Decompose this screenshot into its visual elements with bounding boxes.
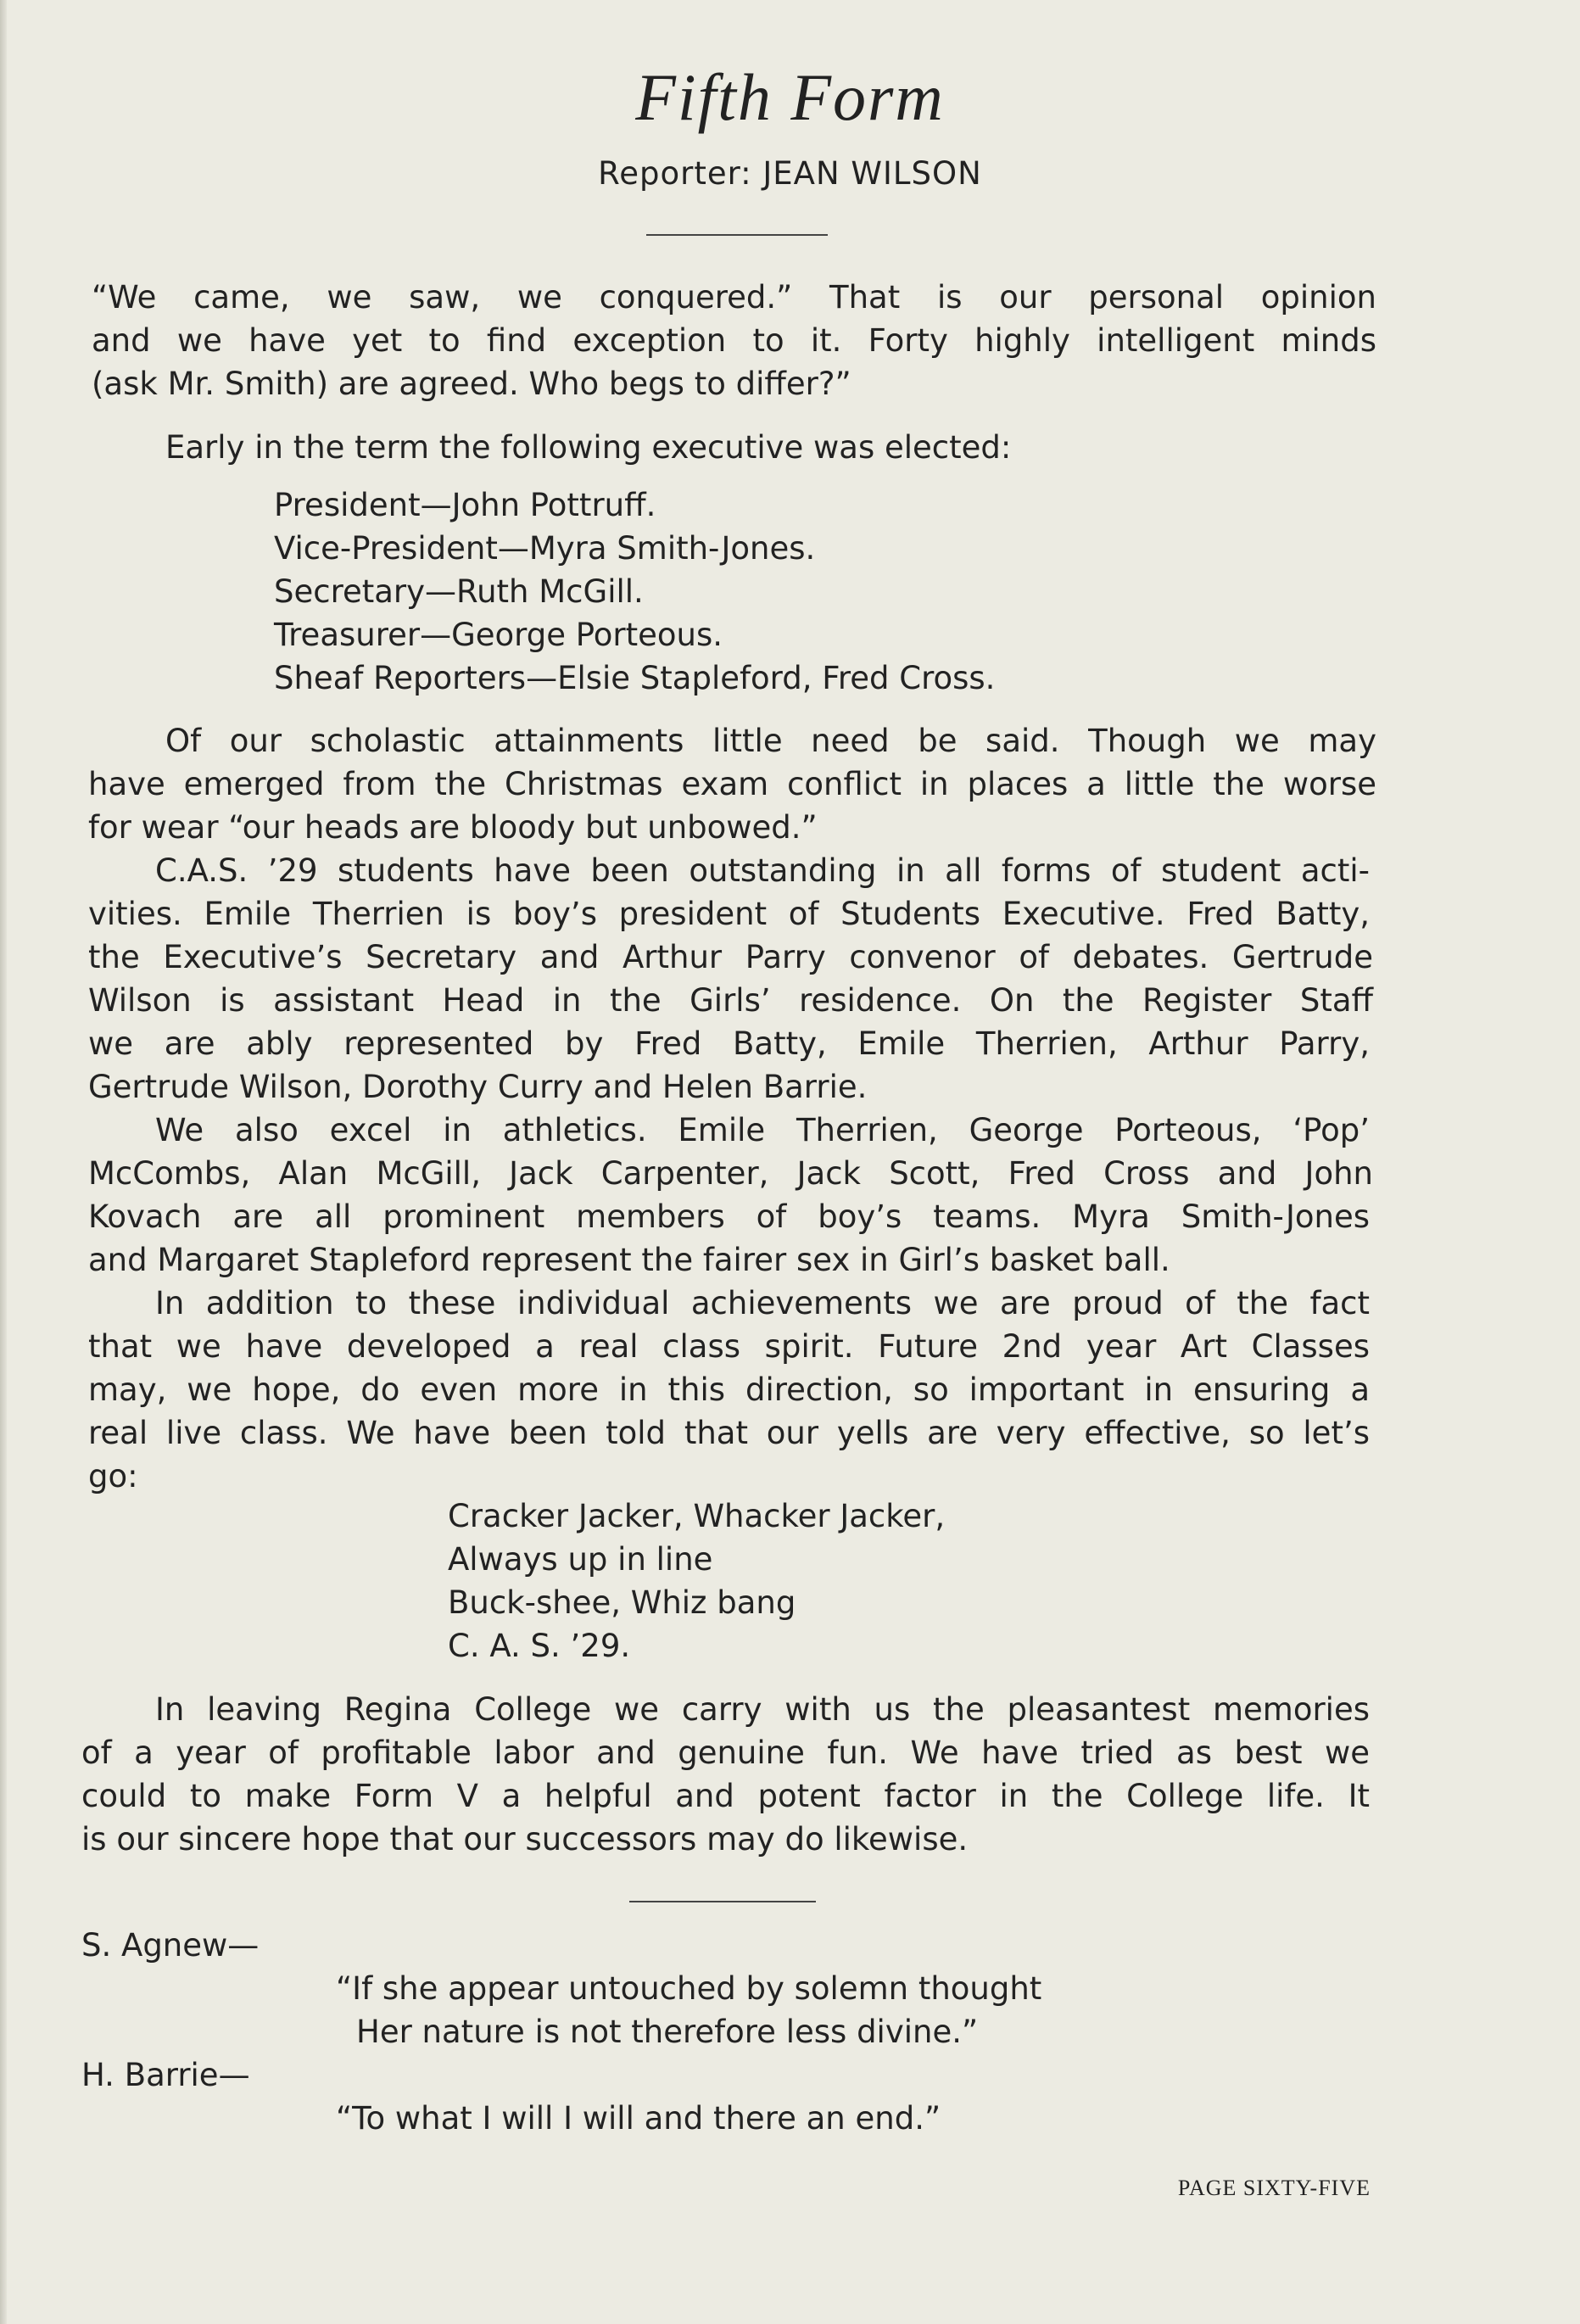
closing-line: is our sincere hope that our successors may do likewise. <box>81 1821 969 1858</box>
body-line: Gertrude Wilson, Dorothy Curry and Helen Barrie. <box>88 1069 868 1105</box>
body-line: Wilson is assistant Head in the Girls’ residence. On the Register Staff <box>88 982 1373 1019</box>
quote-line: “If she appear untouched by solemn thought <box>336 1970 1042 2007</box>
closing-line: of a year of profitable labor and genuine fun. We have tried as best we <box>81 1735 1370 1771</box>
executive-item: President—John Pottruff. <box>274 487 656 523</box>
body-line: real live class. We have been told that our yells are very effective, so let’s <box>88 1415 1370 1451</box>
executive-item: Sheaf Reporters—Elsie Stapleford, Fred Cross. <box>274 660 996 696</box>
executive-item: Vice-President—Myra Smith-Jones. <box>274 530 816 567</box>
quote-line: Her nature is not therefore less divine.” <box>356 2014 979 2050</box>
body-line: and Margaret Stapleford represent the fairer sex in Girl’s basket ball. <box>88 1242 1170 1278</box>
divider-top <box>646 234 828 236</box>
body-line: go: <box>88 1458 138 1494</box>
executive-item: Treasurer—George Porteous. <box>274 617 723 653</box>
intro-line: and we have yet to find exception to it. Forty highly intelligent minds <box>92 322 1376 359</box>
closing-line: could to make Form V a helpful and potent factor in the College life. It <box>81 1778 1370 1814</box>
body-line: that we have developed a real class spirit. Future 2nd year Art Classes <box>88 1328 1370 1365</box>
body-line: may, we hope, do even more in this direction, so important in ensuring a <box>88 1371 1370 1408</box>
body-line: McCombs, Alan McGill, Jack Carpenter, Jack Scott, Fred Cross and John <box>88 1155 1373 1192</box>
quote-name: H. Barrie— <box>81 2057 250 2093</box>
yell-line: Always up in line <box>448 1541 713 1578</box>
reporter-line: Reporter: JEAN WILSON <box>598 155 982 192</box>
body-line: C.A.S. ’29 students have been outstanding in all forms of student acti- <box>155 852 1370 889</box>
body-line: We also excel in athletics. Emile Therrien, George Porteous, ‘Pop’ <box>155 1112 1370 1148</box>
intro-line: (ask Mr. Smith) are agreed. Who begs to differ?” <box>92 366 851 402</box>
body-line: have emerged from the Christmas exam conflict in places a little the worse <box>88 766 1376 802</box>
yell-line: Buck-shee, Whiz bang <box>448 1584 796 1621</box>
closing-line: In leaving Regina College we carry with us the pleasantest memories <box>155 1691 1370 1728</box>
binding-edge <box>0 0 7 2324</box>
body-line: Of our scholastic attainments little need be said. Though we may <box>165 723 1376 759</box>
body-line: the Executive’s Secretary and Arthur Parry convenor of debates. Gertrude <box>88 939 1373 975</box>
body-line: we are ably represented by Fred Batty, Emile Therrien, Arthur Parry, <box>88 1025 1370 1062</box>
body-line: for wear “our heads are bloody but unbowed.” <box>88 809 818 846</box>
body-line: vities. Emile Therrien is boy’s president of Students Executive. Fred Batty, <box>88 896 1370 932</box>
page-number: PAGE SIXTY-FIVE <box>1177 2176 1371 2200</box>
quote-name: S. Agnew— <box>81 1927 260 1964</box>
page-title: Fifth Form <box>635 60 945 134</box>
body-line: Kovach are all prominent members of boy’s teams. Myra Smith-Jones <box>88 1198 1370 1235</box>
yell-line: C. A. S. ’29. <box>448 1628 631 1664</box>
intro-line: “We came, we saw, we conquered.” That is our personal opinion <box>92 279 1376 316</box>
body-line: In addition to these individual achievements we are proud of the fact <box>155 1285 1370 1321</box>
executive-intro: Early in the term the following executive was elected: <box>165 429 1012 466</box>
yell-line: Cracker Jacker, Whacker Jacker, <box>448 1498 946 1534</box>
executive-item: Secretary—Ruth McGill. <box>274 573 644 610</box>
quote-line: “To what I will I will and there an end.” <box>336 2100 941 2137</box>
divider-bottom <box>629 1901 816 1902</box>
